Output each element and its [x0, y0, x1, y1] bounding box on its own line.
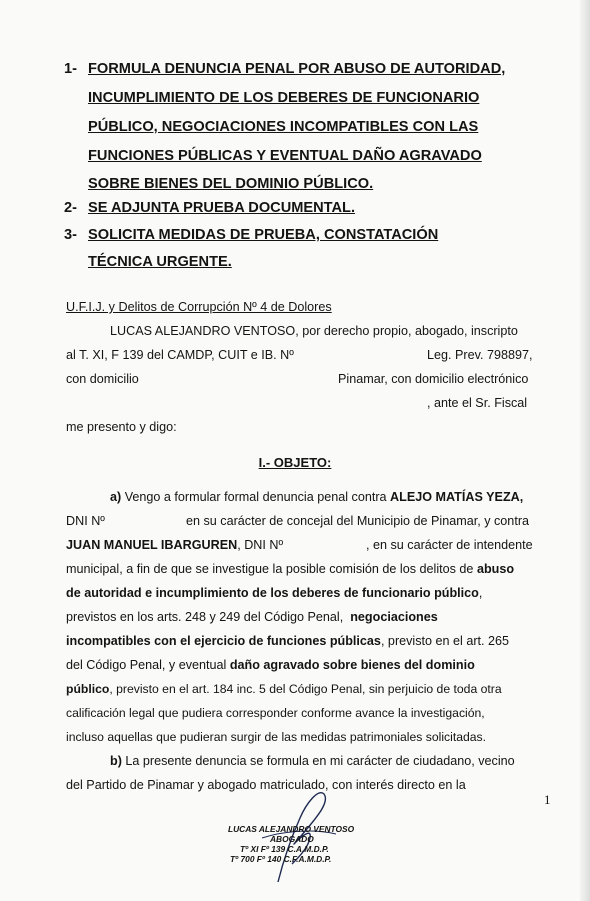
text-span: Vengo a formular formal denuncia penal contra: [124, 490, 387, 504]
stamp-line: ABOGADO: [270, 834, 314, 844]
heading-text: FUNCIONES PÚBLICAS Y EVENTUAL DAÑO AGRAVADO: [88, 148, 482, 164]
bold-span: público: [66, 682, 110, 696]
intro-line: LUCAS ALEJANDRO VENTOSO, por derecho propio, abogado, inscripto: [110, 324, 518, 338]
para-a-line: [66, 610, 438, 624]
para-a-line: [66, 586, 482, 600]
para-a-line: [66, 562, 514, 576]
heading-number: 1-: [64, 61, 77, 77]
para-a-line: incluso aquellas que pudieran surgir de las medidas patrimoniales solicitadas.: [66, 730, 487, 744]
section-title: [0, 455, 590, 470]
bold-span: de autoridad e incumplimiento de los deberes de funcionario público: [66, 586, 479, 600]
intro-line: al T. XI, F 139 del CAMDP, CUIT e IB. Nº: [66, 348, 294, 362]
para-b-line: del Partido de Pinamar y abogado matriculado, con interés directo en la: [66, 778, 466, 792]
text-span: , previsto en el art. 184 inc. 5 del Código Penal, sin perjuicio de toda otra: [109, 682, 502, 696]
lawyer-stamp: [228, 824, 354, 864]
text-span: ,: [478, 586, 483, 600]
heading-text: SOBRE BIENES DEL DOMINIO PÚBLICO.: [88, 176, 374, 192]
intro-line: me presento y digo:: [66, 420, 177, 434]
para-b-line: [110, 754, 515, 768]
text-span: , DNI Nº: [237, 538, 284, 552]
intro-line: Pinamar, con domicilio electrónico: [338, 372, 529, 386]
accused-name: JUAN MANUEL IBARGUREN: [66, 538, 238, 552]
stamp-line: Tº 700 Fº 140 C.F.A.M.D.P.: [230, 854, 332, 864]
addressee: U.F.I.J. y Delitos de Corrupción Nº 4 de Dolores: [66, 300, 332, 314]
bold-span: incompatibles con el ejercicio de funciones públicas: [66, 634, 381, 648]
para-a-line: [66, 658, 475, 672]
page-number: 1: [544, 792, 551, 807]
heading-text: PÚBLICO, NEGOCIACIONES INCOMPATIBLES CON LAS: [88, 119, 479, 135]
para-a-line: [66, 634, 509, 648]
para-a-line: DNI Nº: [66, 514, 105, 528]
text-span: La presente denuncia se formula en mi carácter de ciudadano, vecino: [125, 754, 515, 768]
para-label: a): [110, 490, 122, 504]
text-span: municipal, a fin de que se investigue la posible comisión de los delitos de: [66, 562, 474, 576]
heading-text: INCUMPLIMIENTO DE LOS DEBERES DE FUNCIONARIO: [88, 90, 480, 106]
para-a-line: [66, 538, 283, 552]
heading-number: 2-: [64, 200, 77, 216]
para-a-line: [66, 682, 502, 696]
heading-text: SE ADJUNTA PRUEBA DOCUMENTAL.: [88, 200, 356, 216]
bold-span: daño agravado sobre bienes del dominio: [229, 658, 475, 672]
heading-text: SOLICITA MEDIDAS DE PRUEBA, CONSTATACIÓN: [88, 227, 439, 243]
intro-line: con domicilio: [66, 372, 139, 386]
para-a-line: en su carácter de concejal del Municipio de Pinamar, y contra: [186, 514, 530, 528]
para-label: b): [110, 754, 122, 768]
text-span: previstos en los arts. 248 y 249 del Código Penal,: [66, 610, 344, 624]
para-a-line: , en su carácter de intendente: [366, 538, 533, 552]
para-a-line: calificación legal que pudiera corresponder conforme avance la investigación,: [66, 706, 485, 720]
stamp-line: LUCAS ALEJANDRO VENTOSO: [228, 824, 355, 834]
bold-span: negociaciones: [350, 610, 438, 624]
accused-name: ALEJO MATÍAS YEZA,: [390, 490, 524, 504]
text-span: , previsto en el art. 265: [380, 634, 510, 648]
page-edge-shadow: [580, 0, 590, 901]
text-span: del Código Penal, y eventual: [66, 658, 227, 672]
stamp-line: Tº XI Fº 139 C.A.M.D.P.: [240, 844, 329, 854]
heading-number: 3-: [64, 227, 77, 243]
heading-text: FORMULA DENUNCIA PENAL POR ABUSO DE AUTORIDAD,: [88, 61, 506, 77]
intro-line: , ante el Sr. Fiscal: [427, 396, 528, 410]
section-title-text: I.- OBJETO:: [258, 455, 332, 470]
bold-span: abuso: [476, 562, 515, 576]
para-a-line: [110, 490, 523, 504]
heading-text: TÉCNICA URGENTE.: [88, 254, 232, 270]
intro-line: Leg. Prev. 798897,: [427, 348, 533, 362]
